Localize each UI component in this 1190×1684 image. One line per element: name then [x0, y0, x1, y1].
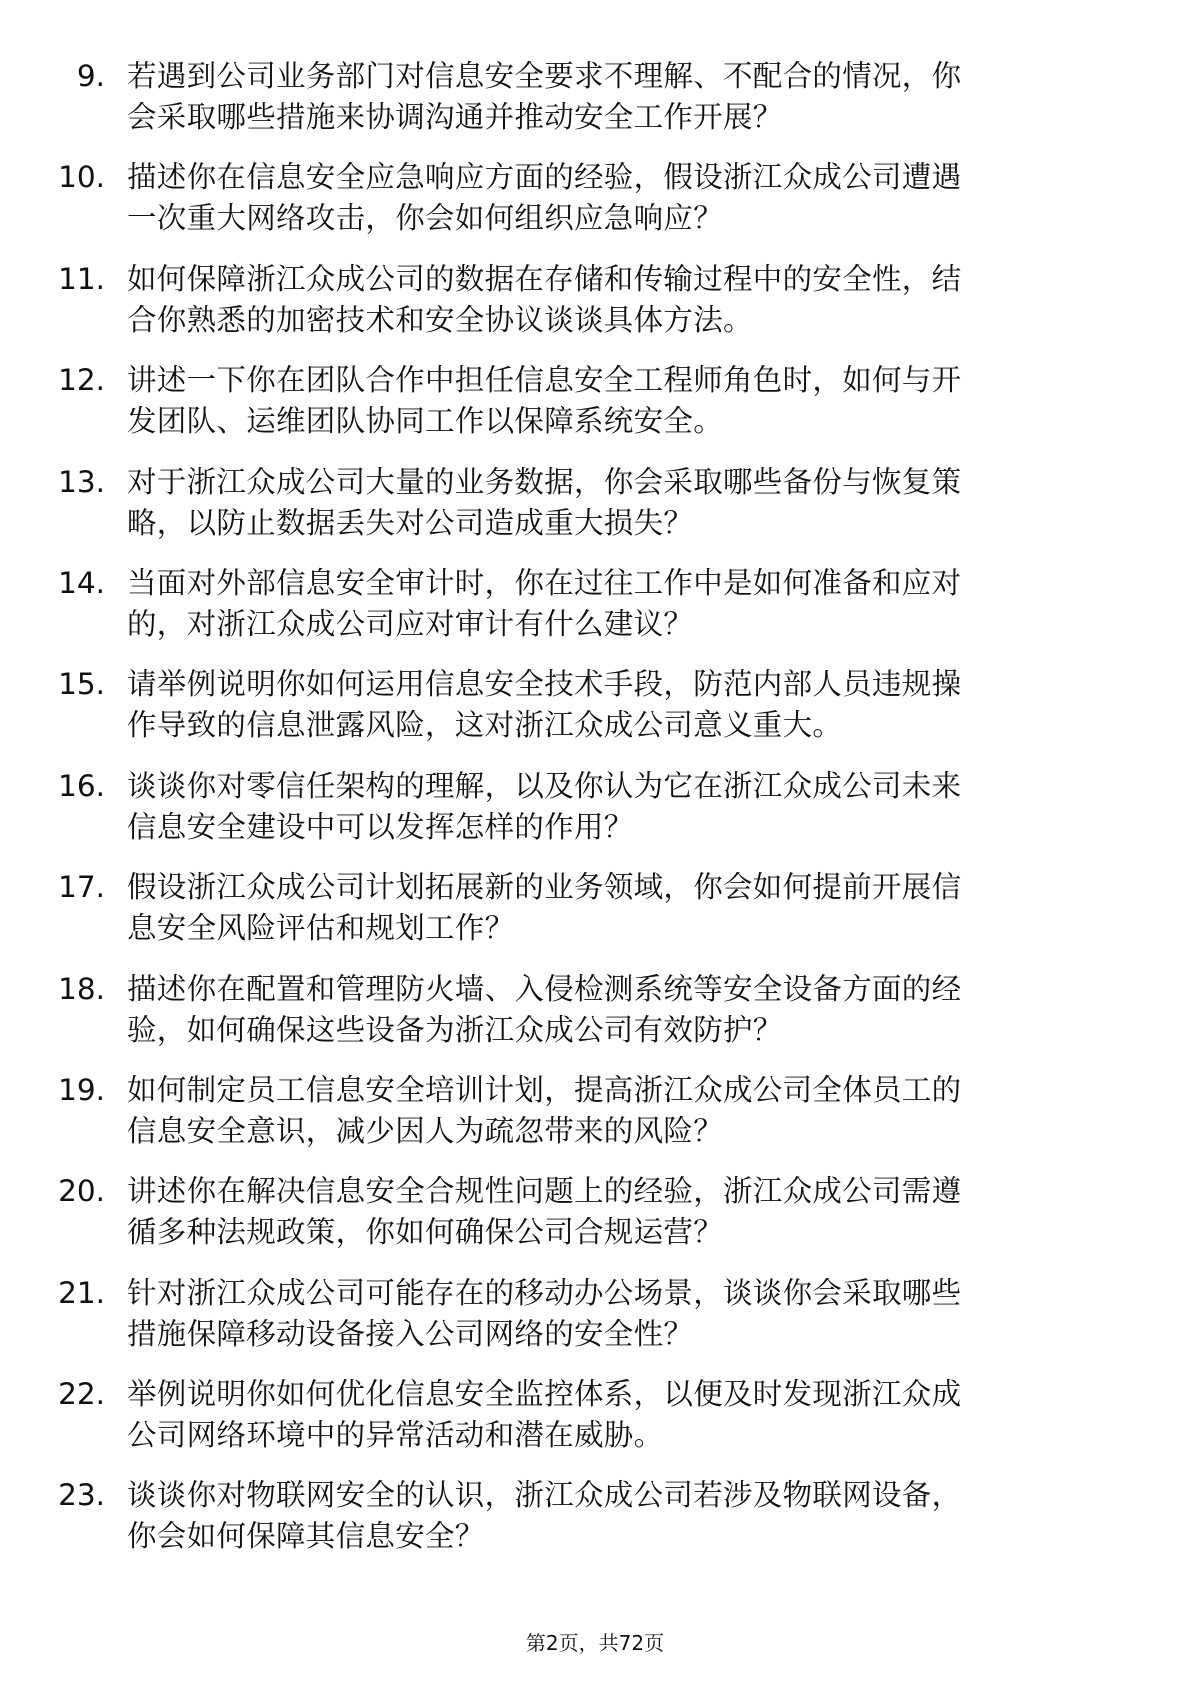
question-text-line-1: 描述你在配置和管理防火墙、入侵检测系统等安全设备方面的经: [127, 971, 962, 1006]
question-text-line-1: 如何制定员工信息安全培训计划，提高浙江众成公司全体员工的: [127, 1072, 962, 1107]
question-text: [127, 664, 1107, 746]
question-text-line-2: 合你熟悉的加密技术和安全协议谈谈具体方法。: [127, 302, 753, 337]
question-text-line-1: 请举例说明你如何运用信息安全技术手段，防范内部人员违规操: [127, 667, 962, 702]
question-text-line-1: 若遇到公司业务部门对信息安全要求不理解、不配合的情况，你: [127, 59, 962, 93]
question-item: [0, 766, 1190, 867]
question-text-line-2: 发团队、运维团队协同工作以保障系统安全。: [127, 404, 724, 439]
question-item: [0, 1070, 1190, 1171]
question-text: [127, 766, 1107, 848]
question-item: [0, 157, 1190, 258]
question-text: [127, 1273, 1107, 1355]
question-text: [127, 1070, 1107, 1152]
question-text-line-1: 当面对外部信息安全审计时，你在过往工作中是如何准备和应对: [127, 565, 962, 600]
page-number-footer: 第2页，共72页: [525, 1631, 665, 1655]
question-text: [127, 259, 1107, 341]
question-text-line-1: 谈谈你对零信任架构的理解，以及你认为它在浙江众成公司未来: [127, 768, 962, 803]
question-number: 15.: [58, 667, 105, 702]
question-text-line-1: 讲述一下你在团队合作中担任信息安全工程师角色时，如何与开: [127, 363, 962, 398]
question-number: 18.: [58, 971, 105, 1006]
question-text: [127, 157, 1107, 239]
question-text-line-1: 谈谈你对物联网安全的认识，浙江众成公司若涉及物联网设备，: [127, 1478, 962, 1513]
question-text-line-2: 公司网络环境中的异常活动和潜在威胁。: [127, 1418, 664, 1453]
question-item: [0, 867, 1190, 968]
question-number: 12.: [58, 363, 105, 398]
question-text: [127, 563, 1107, 645]
question-number: 9.: [76, 59, 105, 93]
question-text: [127, 1374, 1107, 1456]
question-number: 10.: [58, 160, 105, 195]
question-text-line-2: 循多种法规政策，你如何确保公司合规运营？: [127, 1215, 724, 1250]
question-text: [127, 867, 1107, 949]
question-item: [0, 664, 1190, 765]
question-text-line-2: 信息安全建设中可以发挥怎样的作用？: [127, 809, 634, 844]
question-item: [0, 462, 1190, 563]
question-item: [0, 56, 1190, 157]
question-item: [0, 1374, 1190, 1475]
question-text-line-1: 如何保障浙江众成公司的数据在存储和传输过程中的安全性，结: [127, 261, 962, 296]
question-text: [127, 56, 1107, 138]
question-number: 23.: [58, 1478, 105, 1513]
question-text-line-1: 假设浙江众成公司计划拓展新的业务领域，你会如何提前开展信: [127, 870, 962, 905]
question-text-line-2: 的，对浙江众成公司应对审计有什么建议？: [127, 606, 694, 641]
question-number: 21.: [58, 1275, 105, 1310]
question-list: [0, 56, 1190, 1577]
question-item: [0, 1171, 1190, 1272]
question-number: 13.: [58, 464, 105, 499]
question-text-line-2: 信息安全意识，减少因人为疏忽带来的风险？: [127, 1113, 724, 1148]
question-text-line-1: 举例说明你如何优化信息安全监控体系，以便及时发现浙江众成: [127, 1377, 962, 1412]
question-number: 14.: [58, 565, 105, 600]
question-item: [0, 1475, 1190, 1576]
question-text-line-2: 会采取哪些措施来协调沟通并推动安全工作开展？: [127, 100, 783, 134]
question-text-line-2: 略，以防止数据丢失对公司造成重大损失？: [127, 505, 694, 540]
question-text-line-2: 作导致的信息泄露风险，这对浙江众成公司意义重大。: [127, 708, 843, 743]
question-text: [127, 1171, 1107, 1253]
question-text: [127, 969, 1107, 1051]
question-text-line-2: 你会如何保障其信息安全？: [127, 1519, 485, 1554]
question-text-line-1: 针对浙江众成公司可能存在的移动办公场景，谈谈你会采取哪些: [127, 1275, 962, 1310]
question-number: 19.: [58, 1072, 105, 1107]
question-text-line-2: 息安全风险评估和规划工作？: [127, 911, 515, 946]
question-item: [0, 563, 1190, 664]
question-text-line-2: 验，如何确保这些设备为浙江众成公司有效防护？: [127, 1012, 783, 1047]
question-text-line-1: 讲述你在解决信息安全合规性问题上的经验，浙江众成公司需遵: [127, 1174, 962, 1209]
question-text: [127, 360, 1107, 442]
question-number: 20.: [58, 1174, 105, 1209]
question-number: 22.: [58, 1377, 105, 1412]
question-number: 16.: [58, 768, 105, 803]
question-text-line-2: 措施保障移动设备接入公司网络的安全性？: [127, 1316, 694, 1351]
question-item: [0, 360, 1190, 461]
question-text-line-1: 对于浙江众成公司大量的业务数据，你会采取哪些备份与恢复策: [127, 464, 962, 499]
question-text-line-2: 一次重大网络攻击，你会如何组织应急响应？: [127, 201, 724, 236]
question-item: [0, 1273, 1190, 1374]
question-text-line-1: 描述你在信息安全应急响应方面的经验，假设浙江众成公司遭遇: [127, 160, 962, 195]
question-item: [0, 969, 1190, 1070]
question-text: [127, 1475, 1107, 1557]
question-number: 11.: [58, 261, 105, 296]
question-text: [127, 462, 1107, 544]
question-item: [0, 259, 1190, 360]
question-number: 17.: [58, 870, 105, 905]
